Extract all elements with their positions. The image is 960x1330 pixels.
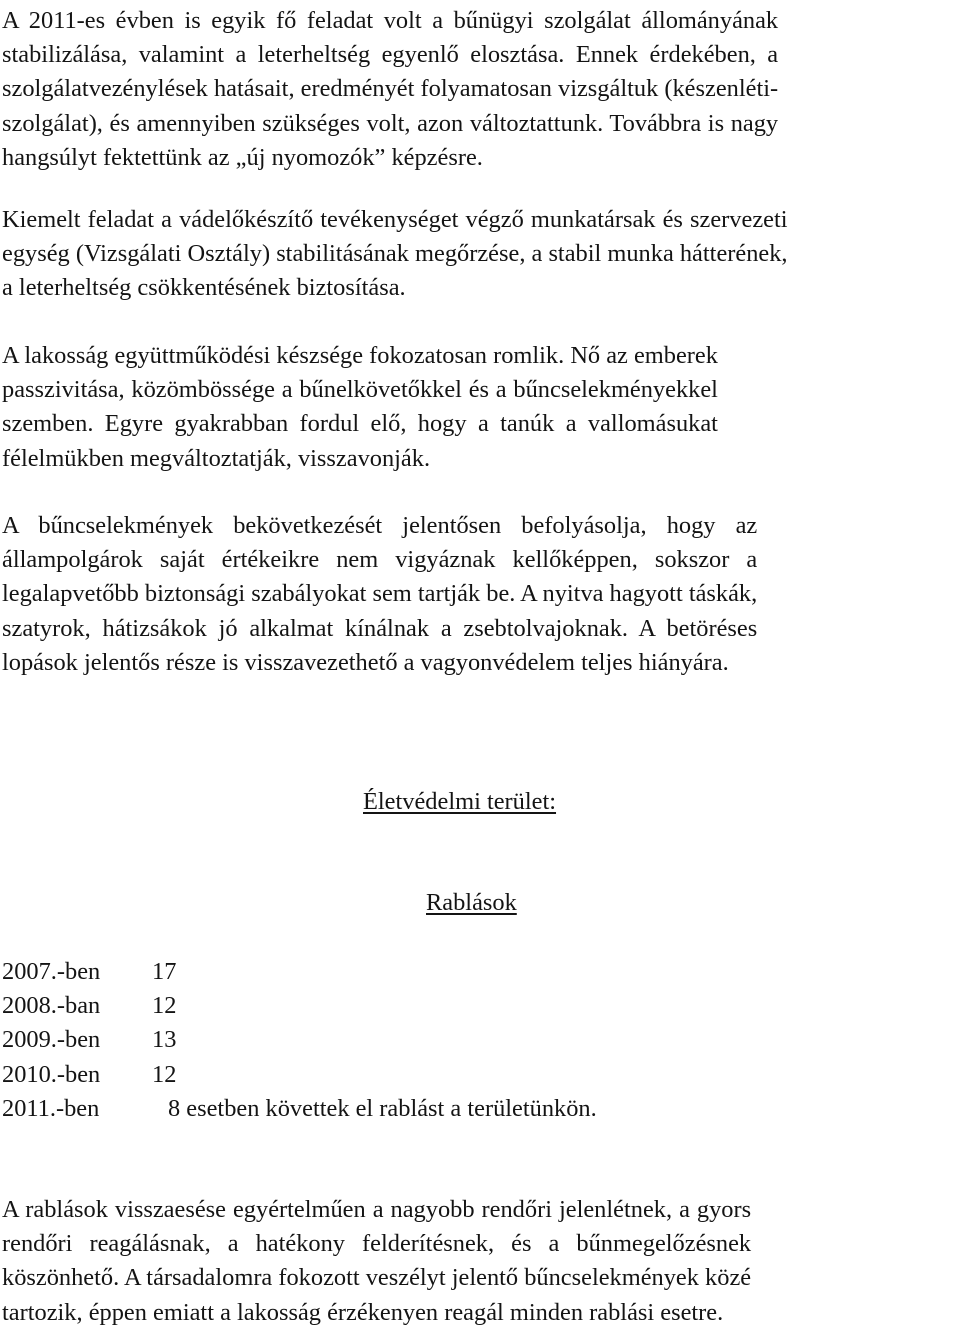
text-line: lopások jelentős része is visszavezethető a vagyonvédelem teljes hiányára.	[2, 648, 729, 676]
text-line: állampolgárok saját értékeikre nem vigyáznak kellőképpen, sokszor a	[2, 546, 758, 574]
section-heading: Életvédelmi terület:	[363, 788, 557, 815]
text-line: szatyrok, hátizsákok jó alkalmat kínálnak a zsebtolvajoknak. A betöréses	[2, 614, 758, 642]
stat-value: 13	[152, 1026, 177, 1054]
text-line: passzivitása, közömbössége a bűnelkövetőkkel és a bűncselekményekkel	[2, 376, 718, 404]
stat-value: 12	[152, 1060, 177, 1088]
stat-value: 8 esetben követtek el rablást a területünkön.	[168, 1094, 597, 1122]
text-line: tartozik, éppen emiatt a lakosság érzékenyen reagál minden rablási esetre.	[2, 1298, 724, 1326]
paragraph-crime-prevention	[2, 509, 757, 680]
text-line: legalapvetőbb biztonsági szabályokat sem tartják be. A nyitva hagyott táskák,	[2, 580, 758, 608]
text-line: hangsúlyt fektettünk az „új nyomozók” képzésre.	[2, 143, 483, 171]
text-line: félelmükben megváltoztatják, visszavonják.	[2, 444, 431, 472]
stat-value: 17	[152, 958, 177, 985]
text-line: szemben. Egyre gyakrabban fordul elő, hogy a tanúk a vallomásukat	[2, 410, 718, 438]
paragraph-staff-stabilization	[2, 4, 778, 175]
text-line: egység (Vizsgálati Osztály) stabilitásának megőrzése, a stabil munka hátterének,	[2, 240, 788, 268]
paragraph-public-cooperation	[2, 339, 718, 476]
text-line: A 2011-es évben is egyik fő feladat volt a bűnügyi szolgálat állományának	[2, 7, 779, 34]
stat-year: 2010.-ben	[2, 1060, 101, 1088]
text-line: stabilizálása, valamint a leterheltség egyenlő elosztása. Ennek érdekében, a	[2, 41, 779, 69]
text-line: Kiemelt feladat a vádelőkészítő tevékenységet végző munkatársak és szervezeti	[2, 206, 788, 233]
text-line: köszönhető. A társadalomra fokozott veszélyt jelentő bűncselekmények közé	[2, 1264, 752, 1292]
paragraph-investigation-unit	[2, 203, 788, 306]
stat-year: 2011.-ben	[2, 1094, 100, 1122]
text-line: a leterheltség csökkentésének biztosítása.	[2, 274, 406, 302]
stat-value: 12	[152, 992, 177, 1020]
paragraph-robbery-decline	[2, 1193, 751, 1330]
subsection-heading: Rablások	[426, 889, 517, 916]
stat-year: 2007.-ben	[2, 958, 101, 985]
text-line: szolgálat), és amennyiben szükséges volt, azon változtattunk. Továbbra is nagy	[2, 109, 779, 137]
stat-year: 2009.-ben	[2, 1026, 101, 1054]
text-line: A rablások visszaesése egyértelműen a nagyobb rendőri jelenlétnek, a gyors	[2, 1196, 752, 1223]
stat-year: 2008.-ban	[2, 992, 101, 1020]
text-line: szolgálatvezénylések hatásait, eredményét folyamatosan vizsgáltuk (készenléti-	[2, 75, 779, 103]
text-line: A bűncselekmények bekövetkezését jelentősen befolyásolja, hogy az	[2, 512, 758, 539]
text-line: rendőri reagálásnak, a hatékony felderítésnek, és a bűnmegelőzésnek	[2, 1230, 752, 1258]
text-line: A lakosság együttműködési készsége fokozatosan romlik. Nő az emberek	[2, 342, 718, 369]
